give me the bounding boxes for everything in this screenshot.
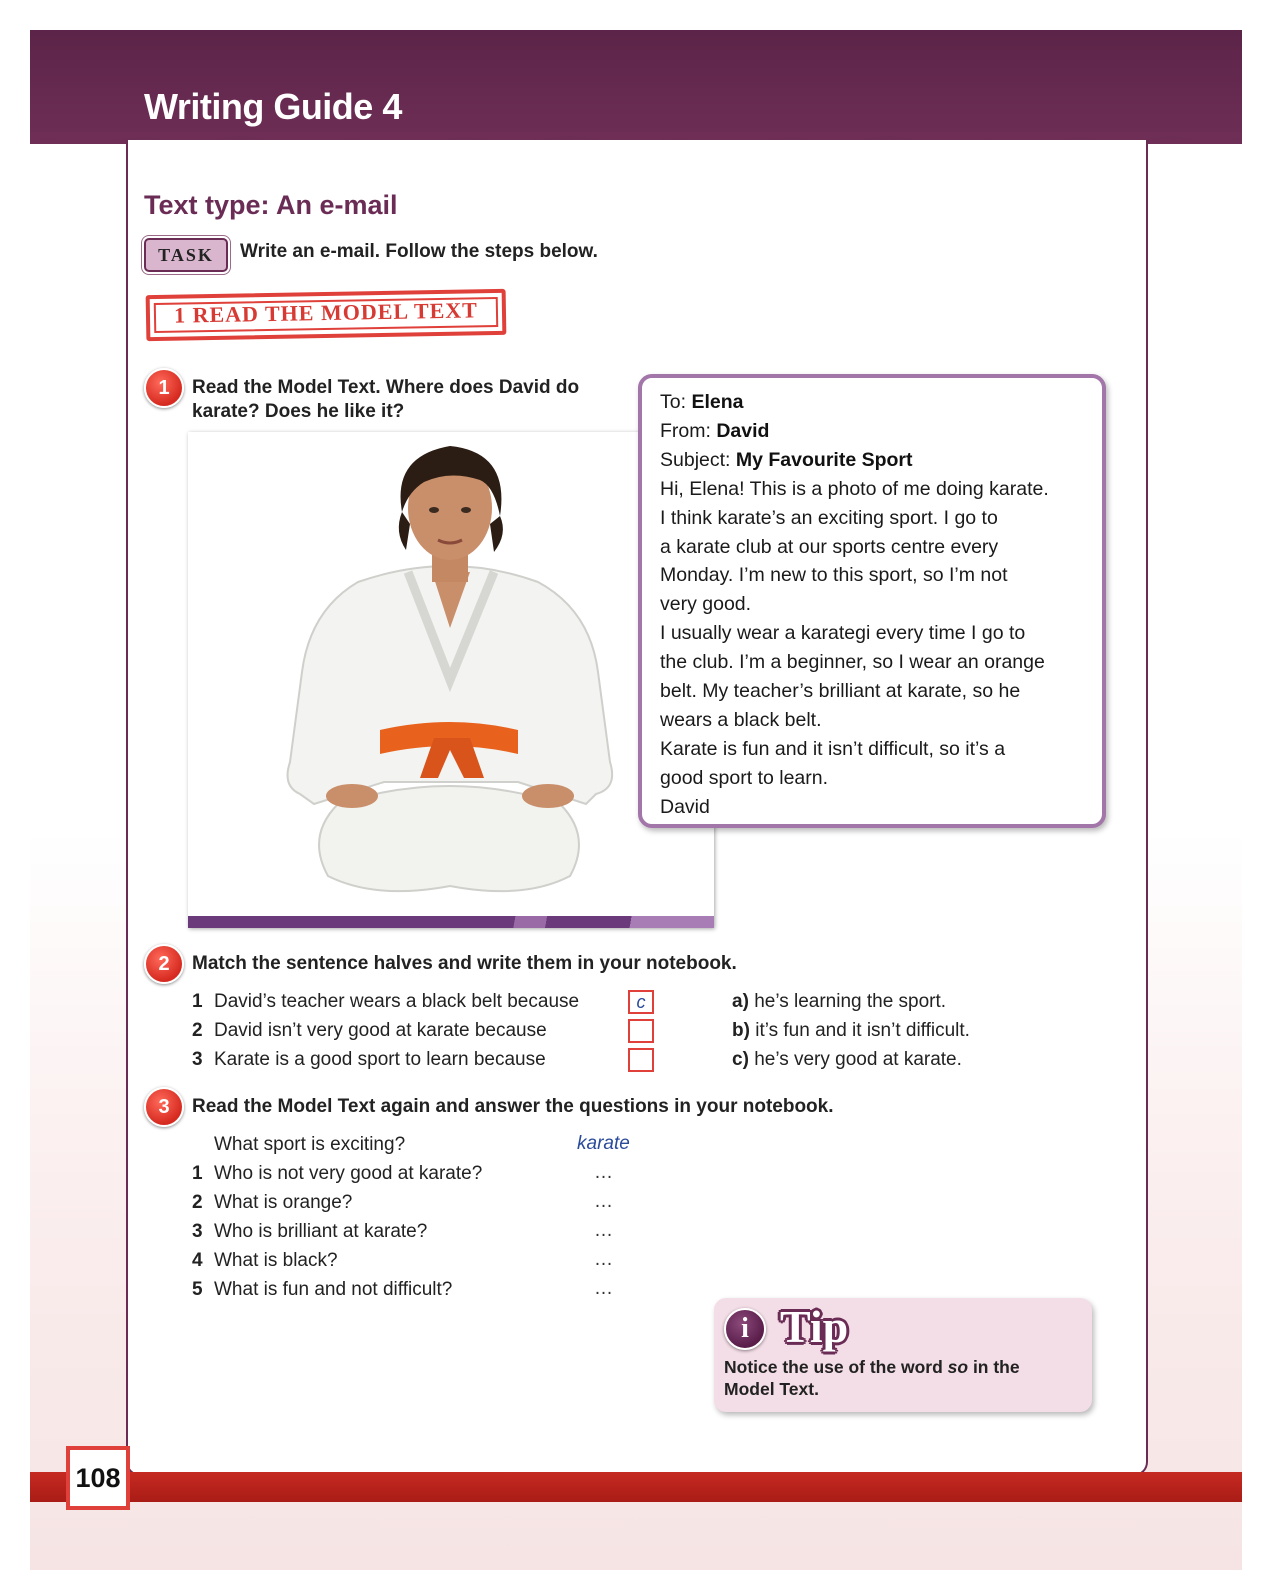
item-text: David isn’t very good at karate because <box>214 1020 547 1041</box>
option-letter: b) <box>732 1020 750 1041</box>
list-item <box>192 987 579 1016</box>
photo-caption-bar <box>188 916 714 928</box>
item-number: 2 <box>192 1020 203 1041</box>
option-text: he’s very good at karate. <box>754 1049 962 1070</box>
tip-title: Tip <box>780 1301 849 1352</box>
email-signature: David <box>660 795 710 818</box>
page-number: 108 <box>66 1446 130 1510</box>
item-number: 1 <box>192 991 203 1012</box>
item-number: 2 <box>192 1192 203 1213</box>
answer-ellipsis: … <box>594 1162 613 1183</box>
exercise-3-question-list <box>192 1130 482 1304</box>
email-body-line: I usually wear a karategi every time I go to <box>660 622 1026 645</box>
email-body-line: Monday. I’m new to this sport, so I’m not <box>660 564 1008 587</box>
task-instruction: Write an e-mail. Follow the steps below. <box>240 241 598 262</box>
exercise-1-line-2: karate? Does he like it? <box>192 401 405 422</box>
list-item <box>192 1217 482 1246</box>
question-text: What is black? <box>214 1250 338 1271</box>
example-question: What sport is exciting? <box>214 1134 406 1155</box>
footer-band <box>30 1472 1242 1502</box>
tip-box <box>714 1298 1092 1412</box>
item-number: 4 <box>192 1250 203 1271</box>
question-text: What is orange? <box>214 1192 353 1213</box>
answer-box-3[interactable] <box>628 1048 654 1072</box>
exercise-1-number: 1 <box>144 368 184 408</box>
item-text: David’s teacher wears a black belt because <box>214 991 580 1012</box>
list-item <box>192 1275 482 1304</box>
email-body-line: the club. I’m a beginner, so I wear an orange <box>660 651 1045 674</box>
answer-ellipsis: … <box>594 1220 613 1241</box>
answer-box-2[interactable] <box>628 1019 654 1043</box>
list-item <box>192 1130 482 1159</box>
email-to-line <box>660 388 1088 417</box>
item-text: Karate is a good sport to learn because <box>214 1049 546 1070</box>
item-number: 3 <box>192 1221 203 1242</box>
item-number: 1 <box>192 1163 203 1184</box>
option-text: he’s learning the sport. <box>754 991 947 1012</box>
text-type-heading: Text type: An e-mail <box>144 190 398 220</box>
option-letter: c) <box>732 1049 749 1070</box>
exercise-2-sentence-list <box>192 987 579 1074</box>
email-body-line: Hi, Elena! This is a photo of me doing karate. <box>660 477 1049 500</box>
email-body-line: very good. <box>660 593 752 616</box>
list-item <box>192 1016 579 1045</box>
question-text: Who is not very good at karate? <box>214 1163 483 1184</box>
tip-text-before: Notice the use of the word <box>724 1357 948 1377</box>
list-item <box>732 1016 970 1045</box>
exercise-2-instruction: Match the sentence halves and write them in your notebook. <box>192 953 737 974</box>
email-body-line: belt. My teacher’s brilliant at karate, so he <box>660 680 1021 703</box>
email-from: David <box>716 419 770 442</box>
email-subject-line <box>660 446 1088 475</box>
tip-text-after: in the Model Text. <box>724 1357 1020 1399</box>
item-number: 3 <box>192 1049 203 1070</box>
karate-boy-illustration <box>188 432 714 928</box>
exercise-2-number: 2 <box>144 944 184 984</box>
answer-ellipsis: … <box>594 1191 613 1212</box>
answer-ellipsis: … <box>594 1278 613 1299</box>
option-letter: a) <box>732 991 749 1012</box>
question-text: What is fun and not difficult? <box>214 1279 453 1300</box>
exercise-3-instruction: Read the Model Text again and answer the questions in your notebook. <box>192 1096 834 1117</box>
question-text: Who is brilliant at karate? <box>214 1221 428 1242</box>
email-to: Elena <box>691 391 744 413</box>
item-number: 5 <box>192 1279 203 1300</box>
answer-box-1[interactable]: c <box>628 990 654 1014</box>
answer-ellipsis: … <box>594 1249 613 1270</box>
info-icon: i <box>724 1308 766 1350</box>
page-title: Writing Guide 4 <box>144 86 402 127</box>
exercise-1-line-1: Read the Model Text. Where does David do <box>192 377 580 398</box>
email-subject: My Favourite Sport <box>735 448 913 471</box>
email-from-line <box>660 417 1088 446</box>
tip-text-emphasis: so <box>947 1357 969 1377</box>
list-item <box>192 1045 579 1074</box>
exercise-1-instruction <box>192 376 579 424</box>
list-item <box>192 1188 482 1217</box>
email-body-line: Karate is fun and it isn’t difficult, so it’s a <box>660 737 1006 760</box>
email-body-line: good sport to learn. <box>660 766 829 789</box>
list-item <box>192 1159 482 1188</box>
list-item <box>732 987 970 1016</box>
email-from-label: From: <box>660 419 711 442</box>
example-answer: karate <box>577 1133 630 1154</box>
list-item <box>732 1045 970 1074</box>
stamp-text: 1 READ THE MODEL TEXT <box>173 297 479 328</box>
exercise-3-number: 3 <box>144 1087 184 1127</box>
model-email <box>638 374 1106 828</box>
read-model-text-stamp <box>146 289 507 341</box>
email-body-line: I think karate’s an exciting sport. I go to <box>660 506 998 529</box>
karate-photo <box>188 432 714 928</box>
email-subject-label: Subject: <box>660 448 731 471</box>
list-item <box>192 1246 482 1275</box>
option-text: it’s fun and it isn’t difficult. <box>755 1020 970 1041</box>
exercise-2-option-list <box>732 987 970 1074</box>
email-body-line: a karate club at our sports centre every <box>660 535 999 558</box>
task-badge: TASK <box>144 238 228 272</box>
email-to-label: To: <box>660 391 687 413</box>
email-body-line: wears a black belt. <box>660 708 822 731</box>
tip-text <box>724 1356 1074 1400</box>
